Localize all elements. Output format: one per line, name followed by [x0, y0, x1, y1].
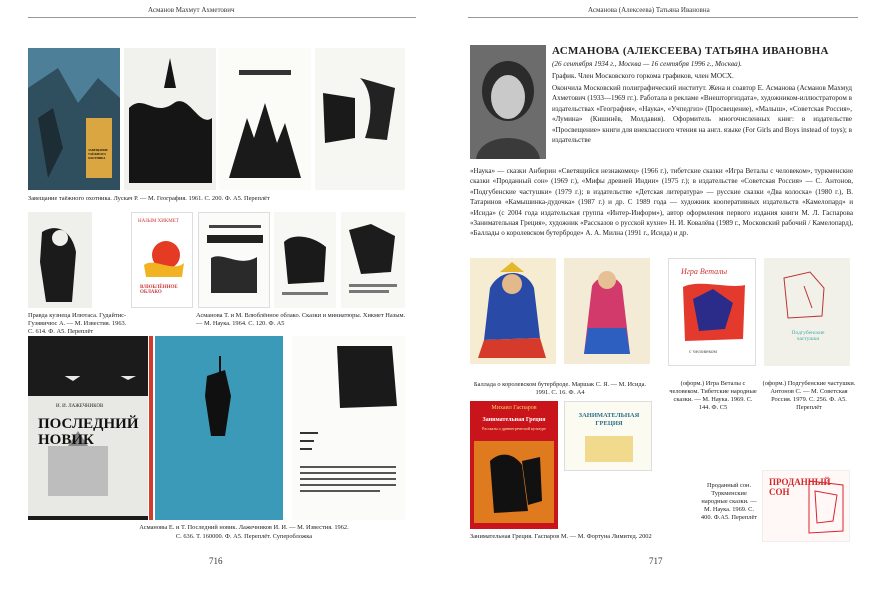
cover-vlyublennoe-oblako-1: [131, 212, 193, 308]
illustration-zaveshchanie: [315, 48, 405, 190]
illustration-oblako-2: [341, 212, 405, 308]
bio-dates: (26 сентября 1934 г., Москва — 16 сентября 1996 г., Москва).: [552, 60, 742, 68]
cover-text-chastushki: Подгубенские частушки: [791, 330, 825, 342]
cover-prodanny-son: [762, 470, 850, 542]
header-rule: [28, 17, 416, 18]
caption-igra-vetaly: (оформ.) Игра Веталы с человеком. Тибетские народные сказки. — М. Наука. 1969. С. 144. Ф. С5: [669, 380, 757, 411]
cover-text-gasparov-sub: Рассказы о древнегреческой культуре: [482, 426, 546, 431]
cover-igra-vetaly: [668, 258, 756, 366]
caption-posledniy-novik-1: Асмановы Е. и Т. Последний новик. Лажечников И. И. — М. Известия. 1962.: [139, 524, 349, 531]
bio-name: АСМАНОВА (АЛЕКСЕЕВА) ТАТЬЯНА ИВАНОВНА: [552, 45, 829, 57]
caption-vlyublennoe-oblako: Асманова Т. и М. Влюблённое облако. Сказки и миниатюры. Хикмет Назым. — М. Наука. 1964. С. 120. Ф. А5: [196, 312, 406, 327]
page-number-right: 717: [649, 556, 663, 566]
right-page: [440, 0, 880, 603]
cover-text-lazhechnikov-author: И. И. ЛАЖЕЧНИКОВ: [56, 404, 104, 409]
running-header: Асманова (Алексеева) Татьяна Ивановна: [588, 6, 710, 14]
cover-zaveshchanie-title: [124, 48, 216, 190]
title-page-vlyublennoe-oblako: [198, 212, 270, 308]
illustration-ballada-1: [470, 258, 556, 364]
caption-pravda-kuznetsa: Правда кузнеца Илютаса. Гудайтис-Гузявичюс А. — М. Известия. 1963. С. 614. Ф. А5. Переплёт: [28, 312, 127, 335]
running-header: Асманов Махмут Ахметович: [148, 6, 235, 14]
header-rule: [468, 17, 858, 18]
portrait-photo: [470, 45, 546, 159]
cover-posledniy-novik-binding: [155, 336, 283, 520]
page-number-left: 716: [209, 556, 223, 566]
illustration-oblako-1: [274, 212, 336, 308]
title-page-posledniy-novik: [292, 336, 405, 520]
spine-red: [149, 336, 153, 520]
caption-ballada: Баллада о королевском бутерброде. Маршак С. Я. — М. Исида. 1991. С. 16. Ф. А4: [473, 381, 647, 396]
cover-posledniy-novik-jacket: [28, 336, 148, 520]
caption-posledniy-novik-2: С. 636. Т. 160000. Ф. А5. Переплёт. Суперобложка: [175, 533, 313, 540]
bio-text-1: Окончила Московский полиграфический институт. Жена и соавтор Е. Асманова (Асманов Махмуд Ахметович (1933—1969 гг.). Работала в рекламе «Внешторгиздата», художником-иллюстратором в издательствах «География», «Наука», «Учпедгиз» (Просвещение), «Малыш», «Советская Россия», «Лумина» (Кишинёв, Молдавия). Оформитель многочисленных книг: в издательстве «Просвещение» книги для внеклассного чтения на англ. языке (For Girls and Boys instead of toys); в издательстве: [552, 84, 852, 145]
cover-text-vetala-sub: с человеком: [689, 349, 718, 355]
illustration-ballada-2: [564, 258, 650, 364]
cover-zanimatelnaya-greciya: [564, 401, 652, 471]
bio-lead: График. Член Московского горкома графиков, член МОСХ.: [552, 72, 734, 80]
title-page-zaveshchanie: [219, 48, 311, 190]
caption-chastushki: (оформ.) Подгубенские частушки. Антонов С. — М. Советская Россия. 1979. С. 256. Ф. А5. Переплёт: [762, 380, 856, 411]
cover-pravda-kuznetsa: [28, 212, 92, 308]
cover-text-oblako: ВЛЮБЛЁННОЕ ОБЛАКО: [140, 285, 178, 295]
cover-text-prodanny: ПРОДАННЫЙ СОН: [769, 477, 831, 497]
caption-prodanny-son: Проданный сон. Туркменские народные сказки. — М. Наука. 1969. С. 400. Ф.А5. Переплёт: [700, 482, 758, 521]
cover-text-hikmet: НАЗЫМ ХИКМЕТ: [138, 219, 179, 224]
caption-zanimatelnaya-greciya: Занимательная Греция. Гаспаров М. — М. Фортуна Лимитед. 2002: [470, 533, 652, 540]
caption-zaveshchanie: Завещание таёжного охотника. Лускач Р. — М. География. 1961. С. 200. Ф. А5. Переплёт: [28, 195, 270, 202]
bio-text-2: «Наука» — сказки Анбирин «Светящийся незнакомец» (1966 г.), тибетские сказки «Игра Веталы с человеком», туркменские сказки «Проданный сон» (1969 г.), «Мифы древней Индии» (1975 г.); в издательстве «Советская Россия» — С. Антонов, «Подгубенские частушки» (1979 г.); в издательстве «Детская литература» — русские сказки «Два колоска» (1980 г.), В. Татаринов «Камышинка-дудочка» (1987 г.) и др. С 1989 года — художник кооперативных издательств «Камелопард» и «Исида» (с 2004 года издательская группа «Интер-Информ»), автор оформления первого издания книги М. Л. Гаспарова «Занимательная Греция», художник «Рассказов о русской кухне» Н. И. Ковалёва (1989 г., Московский рабочий / Камелопард), «Баллады о королевском бутерброде» А. А. Милна (1991 г., Исида) и др.: [470, 167, 853, 238]
cover-text-vetala: Игра Веталы: [681, 267, 728, 276]
cover-podgubenskie-chastushki: [764, 258, 850, 366]
cover-zaveshchanie-jacket: [28, 48, 120, 190]
cover-text-grecia2: ЗАНИМАТЕЛЬНАЯ ГРЕЦИЯ: [578, 412, 640, 427]
cover-zanimatelnaya-greciya-2002: [470, 401, 558, 529]
cover-text-lazhechnikov-title: ПОСЛЕДНИЙ НОВИК: [38, 416, 139, 448]
cover-text-zaveshchanie: ЗАВЕЩАНИЕ ТАЁЖНОГО ОХОТНИКА: [88, 148, 108, 160]
cover-text-gasparov-author: Михаил Гаспаров: [491, 405, 537, 411]
cover-text-gasparov-title: Занимательная Греция: [482, 417, 546, 423]
